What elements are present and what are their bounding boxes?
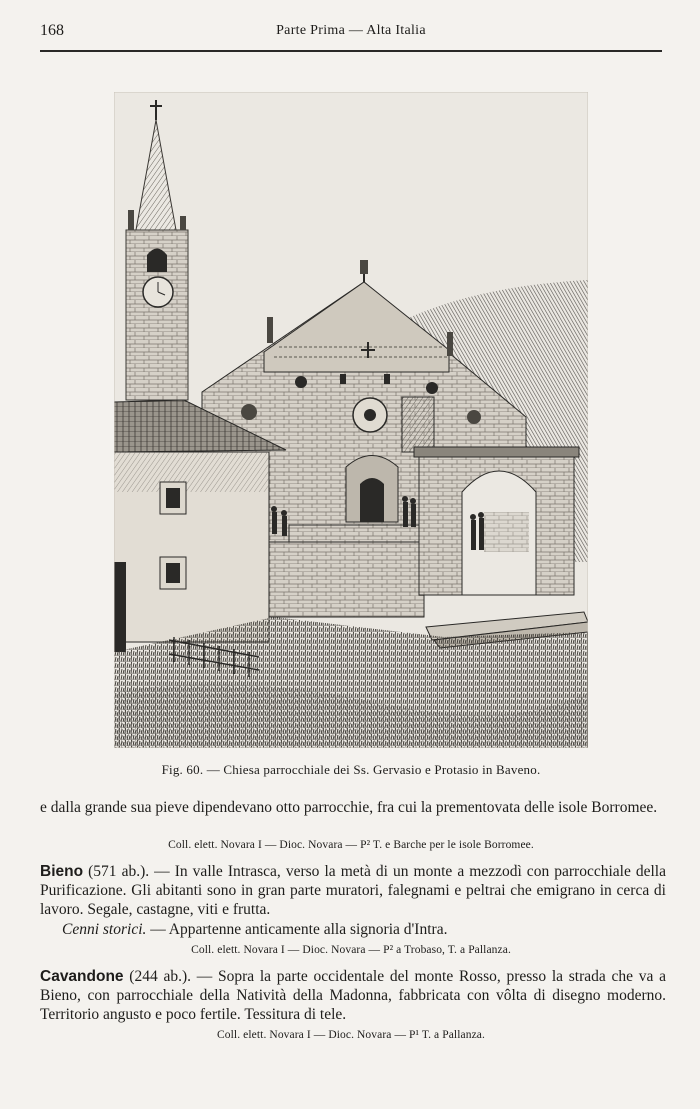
term-bieno: Bieno: [40, 863, 84, 880]
running-head: Parte Prima — Alta Italia: [276, 23, 426, 38]
page-header: [40, 20, 662, 46]
entry-bieno: [40, 862, 666, 919]
church-engraving: [114, 92, 588, 748]
bieno-description: (571 ab.). — In valle Intrasca, verso la metà di un monte a mezzodì con parrocchiale della Purificazione. Gli abitanti sono in gran parte muratori, falegnami e peltrai che emigrano in cerca di lavoro. Segale, castagne, viti e frutta.: [40, 863, 666, 918]
term-cavandone: Cavandone: [40, 968, 124, 985]
figure-caption: Fig. 60. — Chiesa parrocchiale dei Ss. Gervasio e Protasio in Baveno.: [161, 762, 541, 777]
note-cavandone: Coll. elett. Novara I — Dioc. Novara — P¹ T. a Pallanza.: [217, 1029, 485, 1041]
bieno-history: [40, 920, 666, 939]
cavandone-description: (244 ab.). — Sopra la parte occidentale del monte Rosso, presso la strada che va a Bieno, con parrocchiale della Natività della Madonna, fabbricata con vôlta di disegno moderno. Territorio angusto e poco fertile. Tessitura di tele.: [40, 968, 666, 1023]
note-bieno: Coll. elett. Novara I — Dioc. Novara — P² a Trobaso, T. a Pallanza.: [191, 944, 511, 956]
page-number: 168: [40, 22, 64, 39]
history-label: Cenni storici.: [62, 921, 147, 938]
paragraph-baveno-end: e dalla grande sua pieve dipendevano otto parrocchie, fra cui la prementovata delle isole Borromee.: [40, 799, 658, 816]
header-rule: [40, 50, 662, 52]
entry-cavandone: [40, 967, 666, 1024]
note-baveno: Coll. elett. Novara I — Dioc. Novara — P² T. e Barche per le isole Borromee.: [168, 839, 534, 851]
history-text: — Appartenne anticamente alla signoria d'Intra.: [146, 921, 448, 938]
left-house: [114, 400, 286, 652]
